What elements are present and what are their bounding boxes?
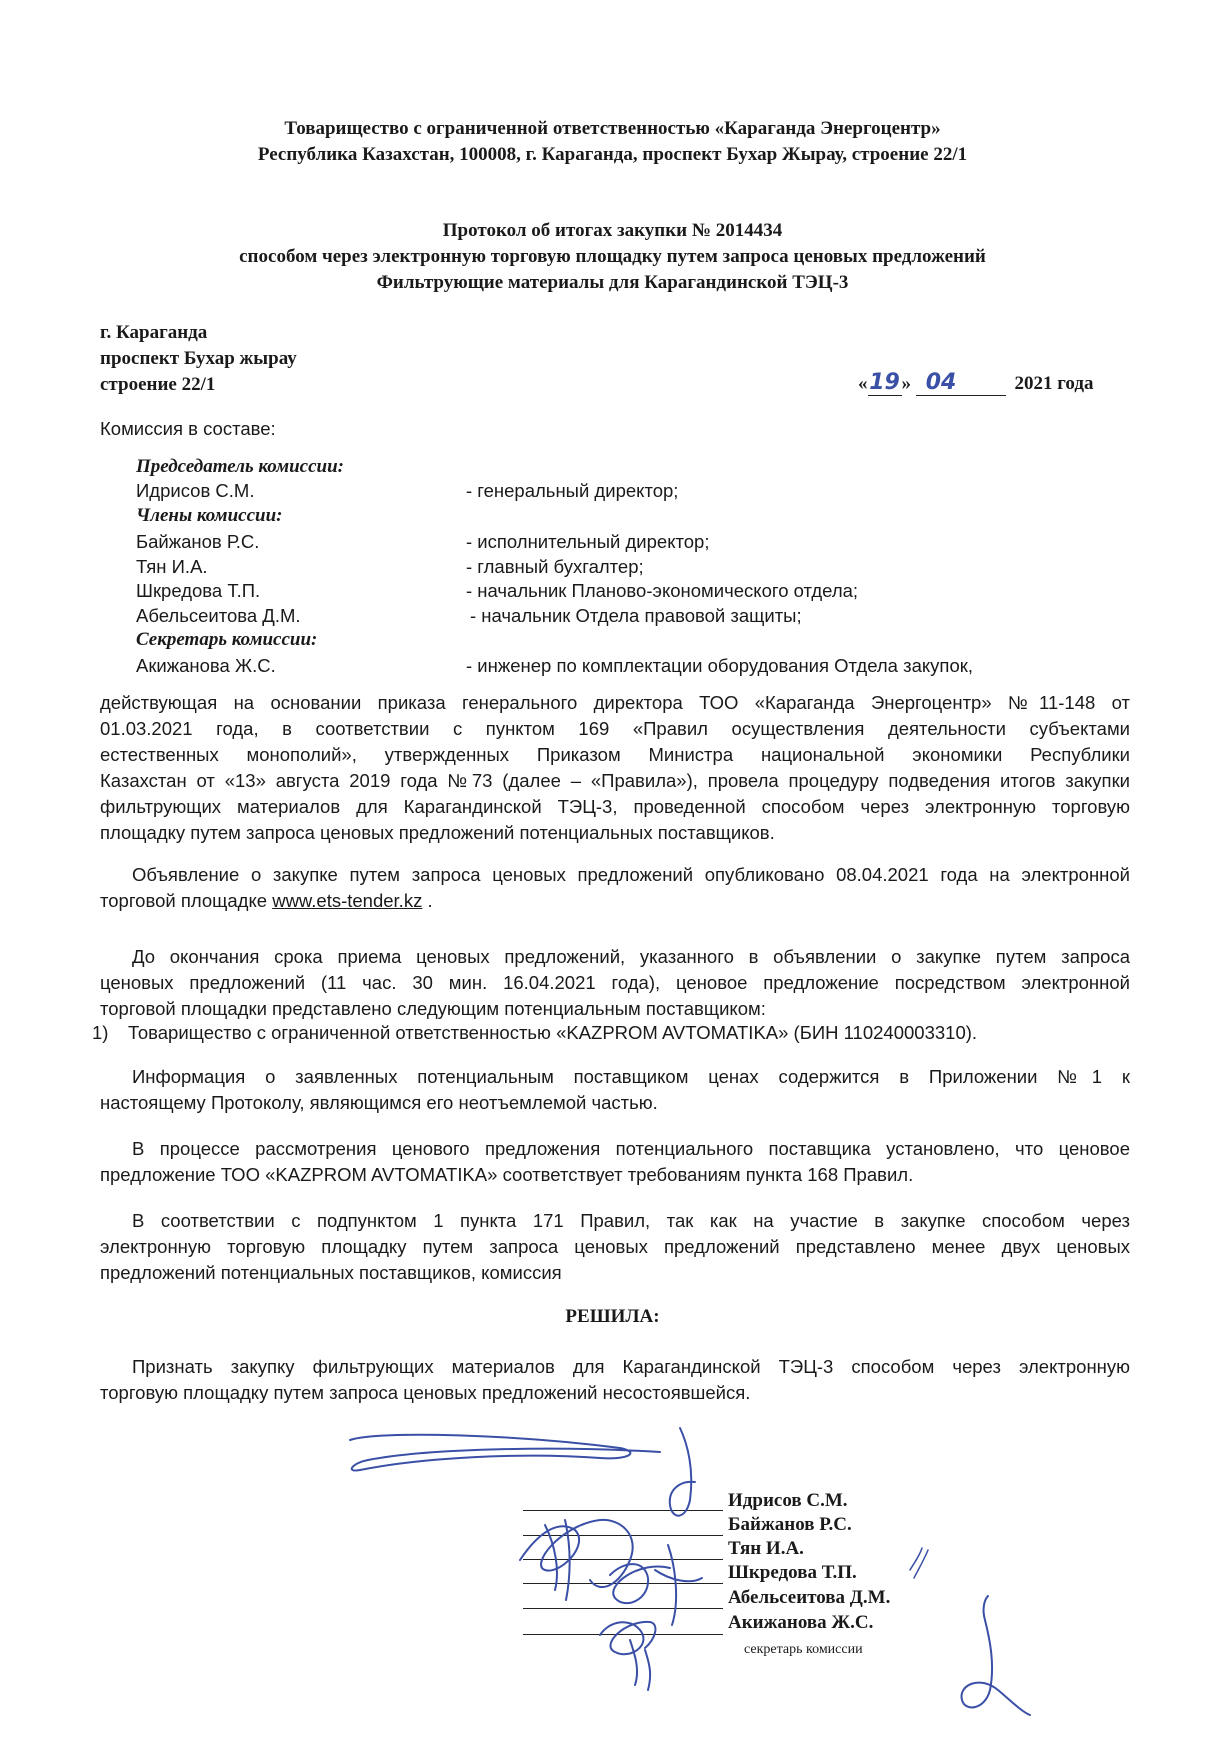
- member-role: - главный бухгалтер;: [466, 556, 644, 577]
- paragraph-line: Признать закупку фильтрующих материалов для Карагандинской ТЭЦ-3 способом через электронную: [132, 1356, 1130, 1377]
- paragraph-text: торговой площадке: [100, 890, 273, 911]
- date-year: 2021 года: [1014, 373, 1094, 394]
- decision-heading: РЕШИЛА:: [565, 1306, 660, 1327]
- member-role: - начальник Планово-экономического отдела;: [466, 580, 859, 601]
- signatory-name: Шкредова Т.П.: [728, 1562, 857, 1583]
- members-heading: Члены комиссии:: [136, 505, 283, 526]
- ets-tender-link[interactable]: www.ets-tender.kz: [272, 890, 423, 911]
- organization-address: Республика Казахстан, 100008, г. Караганда, проспект Бухар Жырау, строение 22/1: [257, 144, 968, 165]
- member-role: - начальник Отдела правовой защиты;: [470, 605, 802, 626]
- member-name: Байжанов Р.С.: [136, 531, 260, 552]
- paragraph-line: В соответствии с подпунктом 1 пункта 171 Правил, так как на участие в закупке способом через: [132, 1210, 1130, 1231]
- paragraph-line: В процессе рассмотрения ценового предложения потенциального поставщика установлено, что ценовое: [132, 1138, 1130, 1159]
- date-day: 19: [869, 370, 900, 395]
- member-name: Шкредова Т.П.: [136, 580, 261, 601]
- chair-role: - генеральный директор;: [466, 480, 679, 501]
- secretary-name: Акижанова Ж.С.: [136, 655, 276, 676]
- signatory-name: Акижанова Ж.С.: [728, 1612, 874, 1633]
- signatory-name: Байжанов Р.С.: [728, 1514, 852, 1535]
- signature-right: [962, 1620, 1030, 1715]
- secretary-heading: Секретарь комиссии:: [136, 629, 318, 650]
- commission-intro: Комиссия в составе:: [100, 418, 276, 439]
- signature-cluster: [520, 1520, 633, 1587]
- secretary-caption: секретарь комиссии: [744, 1642, 863, 1657]
- date-close-quote: »: [901, 373, 911, 394]
- signature-small-mark: [910, 1548, 928, 1578]
- paragraph-line: площадку путем запроса ценовых предложений потенциальных поставщиков.: [100, 822, 775, 843]
- paragraph-line: Информация о заявленных потенциальным поставщиком ценах содержится в Приложении №1 к: [132, 1066, 1130, 1087]
- chair-heading: Председатель комиссии:: [136, 456, 344, 477]
- paragraph-line: действующая на основании приказа генерального директора ТОО «Караганда Энергоцентр» №11-148 от: [100, 692, 1130, 713]
- paragraph-line: электронную торговую площадку путем запроса ценовых предложений представлено менее двух ценовых: [100, 1236, 1130, 1257]
- paragraph-text: .: [422, 890, 433, 911]
- date-open-quote: «: [858, 373, 868, 394]
- secretary-role: - инженер по комплектации оборудования Отдела закупок,: [466, 655, 973, 676]
- paragraph-line: 01.03.2021 года, в соответствии с пунктом 169 «Правил осуществления деятельности субъектами: [100, 718, 1130, 739]
- paragraph-line: настоящему Протоколу, являющимся его неотъемлемой частью.: [100, 1092, 658, 1113]
- signatory-name: Абельсеитова Д.М.: [728, 1587, 891, 1608]
- place-street: проспект Бухар жырау: [100, 348, 297, 369]
- supplier-item: Товарищество с ограниченной ответственностью «KAZPROM AVTOMATIKA» (БИН 110240003310).: [128, 1022, 978, 1043]
- date-month: 04: [925, 370, 957, 395]
- paragraph-line: Казахстан от «13» августа 2019 года №73 (далее – «Правила»), провела процедуру подведения итогов закупки: [100, 770, 1130, 791]
- paragraph-line: фильтрующих материалов для Карагандинской ТЭЦ-3, проведенной способом через электронную торговую: [100, 796, 1130, 817]
- place-building: строение 22/1: [100, 374, 216, 395]
- paragraph-line: ценовых предложений (11 час. 30 мин. 16.04.2021 года), ценовое предложение посредством электронной: [100, 972, 1130, 993]
- protocol-title: Протокол об итогах закупки № 2014434: [442, 220, 783, 241]
- place-city: г. Караганда: [100, 322, 208, 343]
- supplier-item-number: 1): [92, 1022, 109, 1043]
- member-name: Абельсеитова Д.М.: [136, 605, 301, 626]
- paragraph-line: предложение ТОО «KAZPROM AVTOMATIKA» соответствует требованиям пункта 168 Правил.: [100, 1164, 914, 1185]
- protocol-method: способом через электронную торговую площадку путем запроса ценовых предложений: [239, 246, 986, 267]
- signature-idrisov: [350, 1435, 660, 1471]
- paragraph-line: До окончания срока приема ценовых предложений, указанного в объявлении о закупке путем запроса: [132, 946, 1130, 967]
- paragraph-line: торговой площадки представлено следующим потенциальным поставщиком:: [100, 998, 766, 1019]
- signature-akizhanova: [600, 1622, 655, 1654]
- paragraph-line: естественных монополий», утвержденных Приказом Министра национальной экономики Республики: [100, 744, 1130, 765]
- protocol-subject: Фильтрующие материалы для Карагандинской ТЭЦ-3: [376, 272, 849, 293]
- paragraph-line: торговую площадку путем запроса ценовых предложений несостоявшейся.: [100, 1382, 751, 1403]
- member-role: - исполнительный директор;: [466, 531, 710, 552]
- signatory-name: Идрисов С.М.: [728, 1490, 848, 1511]
- paragraph-line: предложений потенциальных поставщиков, комиссия: [100, 1262, 562, 1283]
- chair-name: Идрисов С.М.: [136, 480, 255, 501]
- member-name: Тян И.А.: [136, 556, 208, 577]
- signatory-name: Тян И.А.: [728, 1538, 804, 1559]
- paragraph-line: Объявление о закупке путем запроса ценовых предложений опубликовано 08.04.2021 года на электронной: [132, 864, 1130, 885]
- organization-name: Товарищество с ограниченной ответственностью «Караганда Энергоцентр»: [284, 118, 941, 139]
